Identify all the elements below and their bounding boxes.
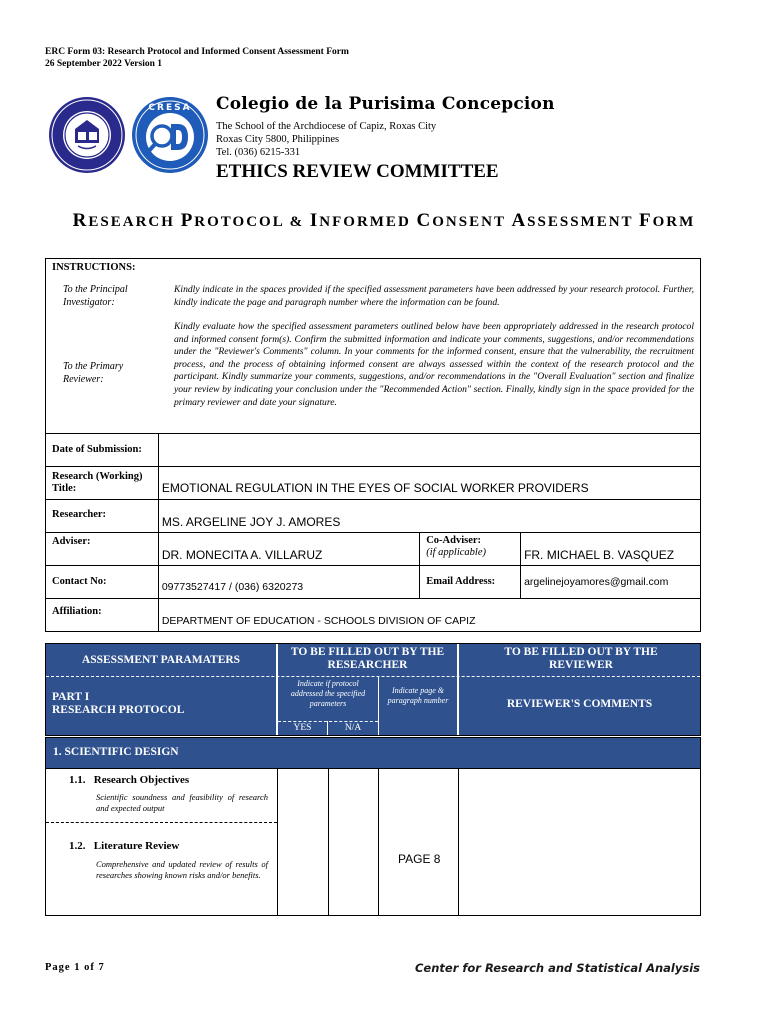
indicate-protocol-text: Indicate if protocol addressed the specified parameters <box>290 679 366 708</box>
email-field[interactable]: argelinejoyamores@gmail.com <box>521 566 701 599</box>
title-word: SSESSMENT <box>527 214 640 230</box>
coadviser-field[interactable]: FR. MICHAEL B. VASQUEZ <box>521 533 701 566</box>
row-1-1-desc: Scientific soundness and feasibility of research and expected output <box>96 792 268 813</box>
telephone: Tel. (036) 6215-331 <box>216 147 301 158</box>
coadviser-note: (if applicable) <box>426 547 486 558</box>
table-row <box>46 467 701 500</box>
row-number: 1.1. <box>69 774 86 786</box>
title-initial: P <box>180 210 195 231</box>
yes-na-divider <box>278 721 378 722</box>
cresa-logo <box>131 92 209 176</box>
college-seal-logo <box>48 96 126 174</box>
reviewer-role-label: To the Primary Reviewer: <box>63 361 124 385</box>
affiliation-label: Affiliation: <box>46 599 159 632</box>
yes-header: YES <box>293 723 312 733</box>
row-1-2-title <box>69 840 179 852</box>
form-title <box>0 210 768 232</box>
title-word: ORM <box>652 214 696 230</box>
title-initial: I <box>309 210 320 231</box>
reviewer-comments-header: REVIEWER'S COMMENTS <box>506 698 653 710</box>
title-field[interactable]: EMOTIONAL REGULATION IN THE EYES OF SOCIAL WORKER PROVIDERS <box>158 467 700 500</box>
section-title: 1. SCIENTIFIC DESIGN <box>53 746 179 758</box>
na-header: N/A <box>344 723 362 733</box>
col-divider <box>378 769 379 915</box>
adviser-label: Adviser: <box>46 533 159 566</box>
college-address <box>216 120 436 159</box>
instructions-box <box>45 258 701 434</box>
page-number: Page 1 of 7 <box>45 962 105 973</box>
address-line1: The School of the Archdiocese of Capiz, Roxas City <box>216 121 437 132</box>
pi-instructions: Kindly indicate in the spaces provided if the specified assessment parameters have been addressed by your research protocol. Further, kindly indicate the page and paragraph number where the information can be found. <box>174 284 694 308</box>
adviser-field[interactable]: DR. MONECITA A. VILLARUZ <box>158 533 419 566</box>
section-scientific-design <box>45 737 701 769</box>
affiliation-field[interactable]: DEPARTMENT OF EDUCATION - SCHOOLS DIVISION OF CAPIZ <box>158 599 700 632</box>
title-word: NFORMED <box>319 214 417 230</box>
email-label: Email Address: <box>420 566 521 599</box>
page-col-separator <box>378 677 379 735</box>
part-title: RESEARCH PROTOCOL <box>52 704 185 716</box>
reviewer-header: TO BE FILLED OUT BY THE REVIEWER <box>504 646 658 671</box>
col-divider <box>277 769 278 915</box>
college-name: Colegio de la Purisima Concepcion <box>216 94 555 114</box>
assessment-rows <box>45 769 701 916</box>
committee-name: ETHICS REVIEW COMMITTEE <box>216 161 499 182</box>
col-divider <box>328 769 329 915</box>
form-id-line1: ERC Form 03: Research Protocol and Informed Consent Assessment Form <box>45 47 349 57</box>
row-divider <box>46 822 277 823</box>
part-label <box>52 691 184 717</box>
title-initial: C <box>416 210 433 231</box>
pi-role-label: To the Principal Investigator: <box>63 284 128 308</box>
date-label: Date of Submission: <box>46 434 159 467</box>
row-1-2-desc: Comprehensive and updated review of results of researches showing known risks and/or benefits. <box>96 859 268 880</box>
researcher-field[interactable]: MS. ARGELINE JOY J. AMORES <box>158 500 700 533</box>
contact-label: Contact No: <box>46 566 159 599</box>
cresa-logo-text: CRESA <box>148 103 192 113</box>
table-row <box>46 599 701 632</box>
form-id-line2: 26 September 2022 Version 1 <box>45 59 162 69</box>
researcher-label: Researcher: <box>46 500 159 533</box>
researcher-header: TO BE FILLED OUT BY THE RESEARCHER <box>290 646 445 671</box>
row-title: Literature Review <box>93 840 180 852</box>
title-word: ONSENT <box>432 214 512 230</box>
table-row <box>46 533 701 566</box>
title-initial: A <box>511 210 528 231</box>
date-field[interactable] <box>158 434 700 467</box>
title-initial: F <box>639 210 653 231</box>
coadviser-label <box>420 533 521 566</box>
assessment-header <box>45 643 701 736</box>
params-header: ASSESSMENT PARAMATERS <box>81 654 241 666</box>
protocol-info-table <box>45 433 701 632</box>
contact-field[interactable]: 09773527417 / (036) 6320273 <box>158 566 419 599</box>
row-number: 1.2. <box>69 840 86 852</box>
form-id <box>45 46 349 70</box>
title-initial: R <box>72 210 89 231</box>
col-divider <box>458 769 459 915</box>
reviewer-instructions: Kindly evaluate how the specified assessment parameters outlined below have been appropriately addressed in the research protocol and informed consent form(s). Confirm the submitted information and indicate your comments, suggestions, and/or recommendations under the "Reviewer's Comments" column. In your comments for the informed consent, ensure that the vulnerability, the recruitment process, and the process of obtaining informed consent are always assessed within the context of the research protocol and the participant. Kindly summarize your comments, suggestions, and/or recommendations in the "Overall Evaluation" section and finalize your review by indicating your conclusion under the "Recommended Action" section. Finally, kindly sign in the space provided for the primary reviewer and date your signature. <box>174 321 694 408</box>
row-1-1-title <box>69 774 189 786</box>
title-word: ROTOCOL & <box>194 214 310 230</box>
table-row <box>46 500 701 533</box>
row-1-2-page[interactable]: PAGE 8 <box>398 852 441 866</box>
title-word: ESEARCH <box>88 214 181 230</box>
coadviser-label-text: Co-Adviser: <box>426 535 482 546</box>
part-number: PART I <box>52 691 90 703</box>
table-row <box>46 434 701 467</box>
table-row <box>46 566 701 599</box>
header-divider <box>46 676 700 677</box>
row-title: Research Objectives <box>93 774 190 786</box>
title-label: Research (Working) Title: <box>46 467 159 500</box>
instructions-heading: INSTRUCTIONS: <box>52 262 136 273</box>
footer-center-name: Center for Research and Statistical Analysis <box>414 961 700 975</box>
indicate-page-text: Indicate page & paragraph number <box>387 686 449 705</box>
address-line2: Roxas City 5800, Philippines <box>216 134 340 145</box>
